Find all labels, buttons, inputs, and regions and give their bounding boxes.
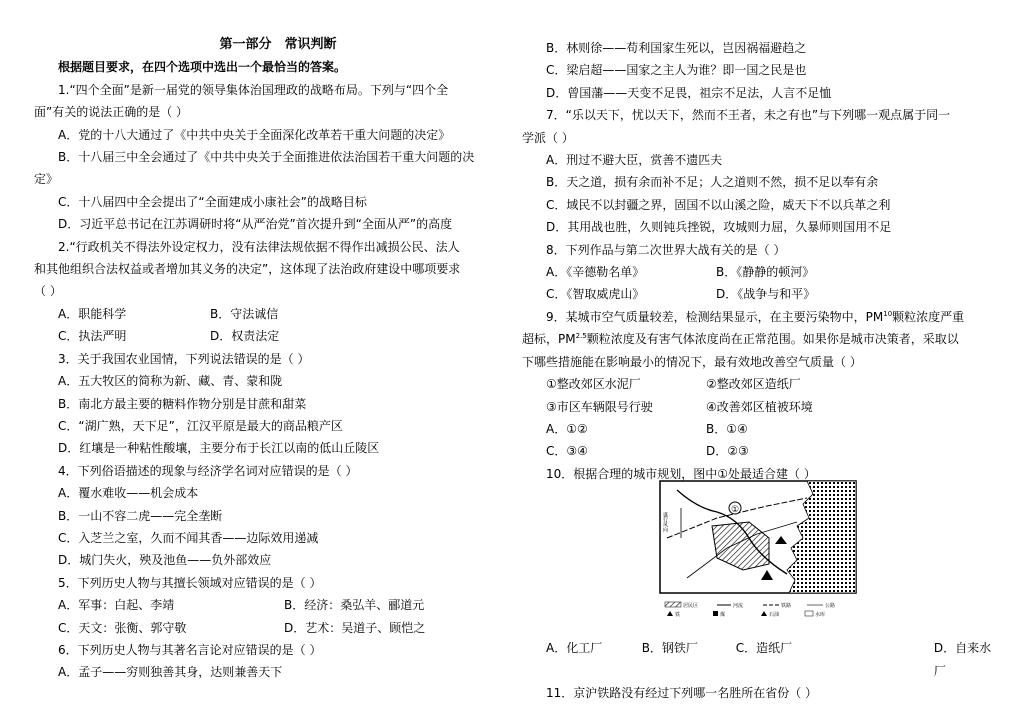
q10-options-row — [522, 637, 992, 682]
q6-option-c: C．梁启超——国家之主人为谁？即一国之民是也 — [546, 63, 807, 78]
map-wind-label: 盛行风向 — [662, 512, 668, 532]
q8-options-row-1 — [522, 261, 992, 283]
q9-options-row-1 — [522, 418, 992, 440]
q5-option-a: A．军事：白起、李靖 — [58, 598, 175, 613]
q9-line-2b: 颗粒浓度及有害气体浓度尚在正常范围。如果你是城市决策者，采取以 — [586, 332, 959, 347]
q10-option-c: C．造纸厂 — [735, 641, 793, 656]
q8-option-b: B．《静静的顿河》 — [716, 265, 815, 280]
q2-option-d: D．权责法定 — [210, 329, 280, 344]
q10-option-d: D．自来水厂 — [933, 641, 992, 678]
q9-pm10-sup: 10 — [883, 309, 893, 318]
q7-option-c: C．域民不以封疆之界，固国不以山溪之险，威天下不以兵革之利 — [546, 197, 891, 212]
section-title: 第一部分 常识判断 — [219, 37, 337, 52]
q9-line-1b: 颗粒浓度严重 — [892, 309, 965, 324]
q4-option-d: D．城门失火，殃及池鱼——负外部效应 — [58, 553, 272, 568]
q2-line-3: （ ） — [34, 284, 62, 299]
city-planning-map — [657, 478, 859, 618]
q8-stem: 8．下列作品与第二次世界大战有关的是（ ） — [546, 242, 786, 257]
q1-option-c: C．十八届四中全会提出了“全面建成小康社会”的战略目标 — [58, 194, 367, 209]
q8-options-row-2 — [522, 283, 992, 305]
q8-option-a: A．《辛德勒名单》 — [546, 265, 645, 280]
q9-option-a: A．①② — [546, 421, 588, 436]
q9-line-1a: 9．某城市空气质量较差，检测结果显示，在主要污染物中，PM — [546, 309, 884, 324]
q9-statement-4: ④改善郊区植被环境 — [706, 399, 813, 414]
legend-road: 公路 — [825, 603, 836, 609]
q2-options-row-2 — [34, 325, 498, 347]
q9-option-d: D．②③ — [706, 444, 749, 459]
legend-coal: 煤 — [720, 612, 726, 618]
q9-statement-1: ①整改郊区水泥厂 — [546, 377, 641, 392]
q1-line-2: 面”有关的说法正确的是（ ） — [34, 105, 189, 120]
q3-option-a: A．五大牧区的简称为新、藏、青、蒙和陇 — [58, 374, 283, 389]
legend-river: 河流 — [733, 603, 744, 609]
q4-option-c: C．入芝兰之室，久而不闻其香——边际效用递减 — [58, 530, 319, 545]
q5-options-row-1 — [34, 594, 498, 616]
q3-option-c: C．“湖广熟，天下足”，江汉平原是最大的商品粮产区 — [58, 418, 343, 433]
q7-option-a: A．刑过不避大臣，赏善不遗匹夫 — [546, 153, 723, 168]
q9-options-row-2 — [522, 440, 992, 462]
legend-residential: 居民区 — [683, 603, 699, 609]
q5-option-b: B．经济：桑弘羊、郦道元 — [284, 598, 425, 613]
legend-railway: 铁路 — [781, 603, 792, 609]
q9-statements-row-2 — [522, 396, 992, 418]
q3-option-d: D．红壤是一种粘性酸壤，主要分布于长江以南的低山丘陵区 — [58, 441, 380, 456]
q2-option-c: C．执法严明 — [58, 329, 127, 344]
q9-statement-2: ②整改郊区造纸厂 — [706, 377, 801, 392]
q4-stem: 4．下列俗语描述的现象与经济学名词对应错误的是（ ） — [58, 463, 358, 478]
map-legend — [665, 602, 835, 618]
q9-option-c: C．③④ — [546, 444, 588, 459]
legend-oil: 石油 — [769, 612, 780, 618]
q1-option-a: A．党的十八大通过了《中共中央关于全面深化改革若干重大问题的决定》 — [58, 127, 451, 142]
q9-statements-row-1 — [522, 373, 992, 395]
q2-option-b: B．守法诚信 — [210, 306, 279, 321]
q10-option-b: B．钢铁厂 — [641, 641, 698, 656]
q7-option-d: D．其用战也胜，久则钝兵挫锐，攻城则力屈，久暴师则国用不足 — [546, 220, 892, 235]
q9-statement-3: ③市区车辆限号行驶 — [546, 399, 653, 414]
q4-option-a: A．覆水难收——机会成本 — [58, 486, 199, 501]
map-site-label: ① — [730, 505, 740, 515]
q9-line-3: 下哪些措施能在影响最小的情况下，最有效地改善空气质量（ ） — [522, 354, 862, 369]
q6-option-d: D．曾国藩——天变不足畏，祖宗不足法，人言不足恤 — [546, 85, 832, 100]
q7-line-1: 7．“乐以天下，忧以天下，然而不王者，未之有也”与下列哪一观点属于同一 — [546, 108, 951, 123]
q5-options-row-2 — [34, 617, 498, 639]
q6-option-a: A．孟子——穷则独善其身，达则兼善天下 — [58, 665, 283, 680]
q7-line-2: 学派（ ） — [522, 130, 574, 145]
q1-option-b-line-1: B．十八届三中全会通过了《中共中央关于全面推进依法治国若干重大问题的决 — [58, 150, 475, 165]
legend-iron: 铁 — [675, 612, 681, 618]
q3-stem: 3．关于我国农业国情，下列说法错误的是（ ） — [58, 351, 310, 366]
q2-options-row-1 — [34, 303, 498, 325]
q1-option-d: D．习近平总书记在江苏调研时将“从严治党”首次提升到“全面从严”的高度 — [58, 217, 453, 232]
q5-option-d: D．艺术：吴道子、顾恺之 — [284, 620, 426, 635]
instruction: 根据题目要求，在四个选项中选出一个最恰当的答案。 — [58, 60, 347, 75]
q2-line-1: 2.“行政机关不得法外设定权力，没有法律法规依据不得作出减损公民、法人 — [58, 239, 460, 254]
q6-stem: 6．下列历史人物与其著名言论对应错误的是（ ） — [58, 642, 322, 657]
q9-option-b: B．①④ — [706, 421, 748, 436]
q9-line-2 — [522, 328, 992, 350]
q10-stem: 10．根据合理的城市规划，图中①处最适合建（ ） — [546, 466, 816, 481]
q10-option-a: A．化工厂 — [546, 641, 603, 656]
q5-option-c: C．天文：张衡、郭守敬 — [58, 620, 187, 635]
q7-option-b: B．天之道，损有余而补不足；人之道则不然，损不足以奉有余 — [546, 175, 879, 190]
q2-line-2: 和其他组织合法权益或者增加其义务的决定”，这体现了法治政府建设中哪项要求 — [34, 262, 461, 277]
q5-stem: 5．下列历史人物与其擅长领域对应错误的是（ ） — [58, 575, 322, 590]
q1-line-1: 1.“四个全面”是新一届党的领导集体治国理政的战略布局。下列与“四个全 — [58, 82, 449, 97]
q8-option-d: D．《战争与和平》 — [716, 287, 816, 302]
q9-line-1 — [522, 306, 992, 328]
left-column — [34, 34, 498, 684]
q2-option-a: A．职能科学 — [58, 306, 127, 321]
legend-reservoir: 水库 — [815, 612, 826, 618]
q4-option-b: B．一山不容二虎——完全垄断 — [58, 508, 223, 523]
q9-line-2a: 超标，PM — [522, 332, 576, 347]
q9-pm25-sup: 2.5 — [575, 332, 587, 341]
q6-option-b: B．林则徐——苟利国家生死以，岂因祸福避趋之 — [546, 41, 807, 55]
q11-stem: 11．京沪铁路没有经过下列哪一名胜所在省份（ ） — [546, 685, 818, 700]
q1-option-b-line-2: 定》 — [34, 172, 59, 187]
q8-option-c: C．《智取威虎山》 — [546, 287, 645, 302]
q3-option-b: B．南北方最主要的糖料作物分别是甘蔗和甜菜 — [58, 396, 307, 411]
